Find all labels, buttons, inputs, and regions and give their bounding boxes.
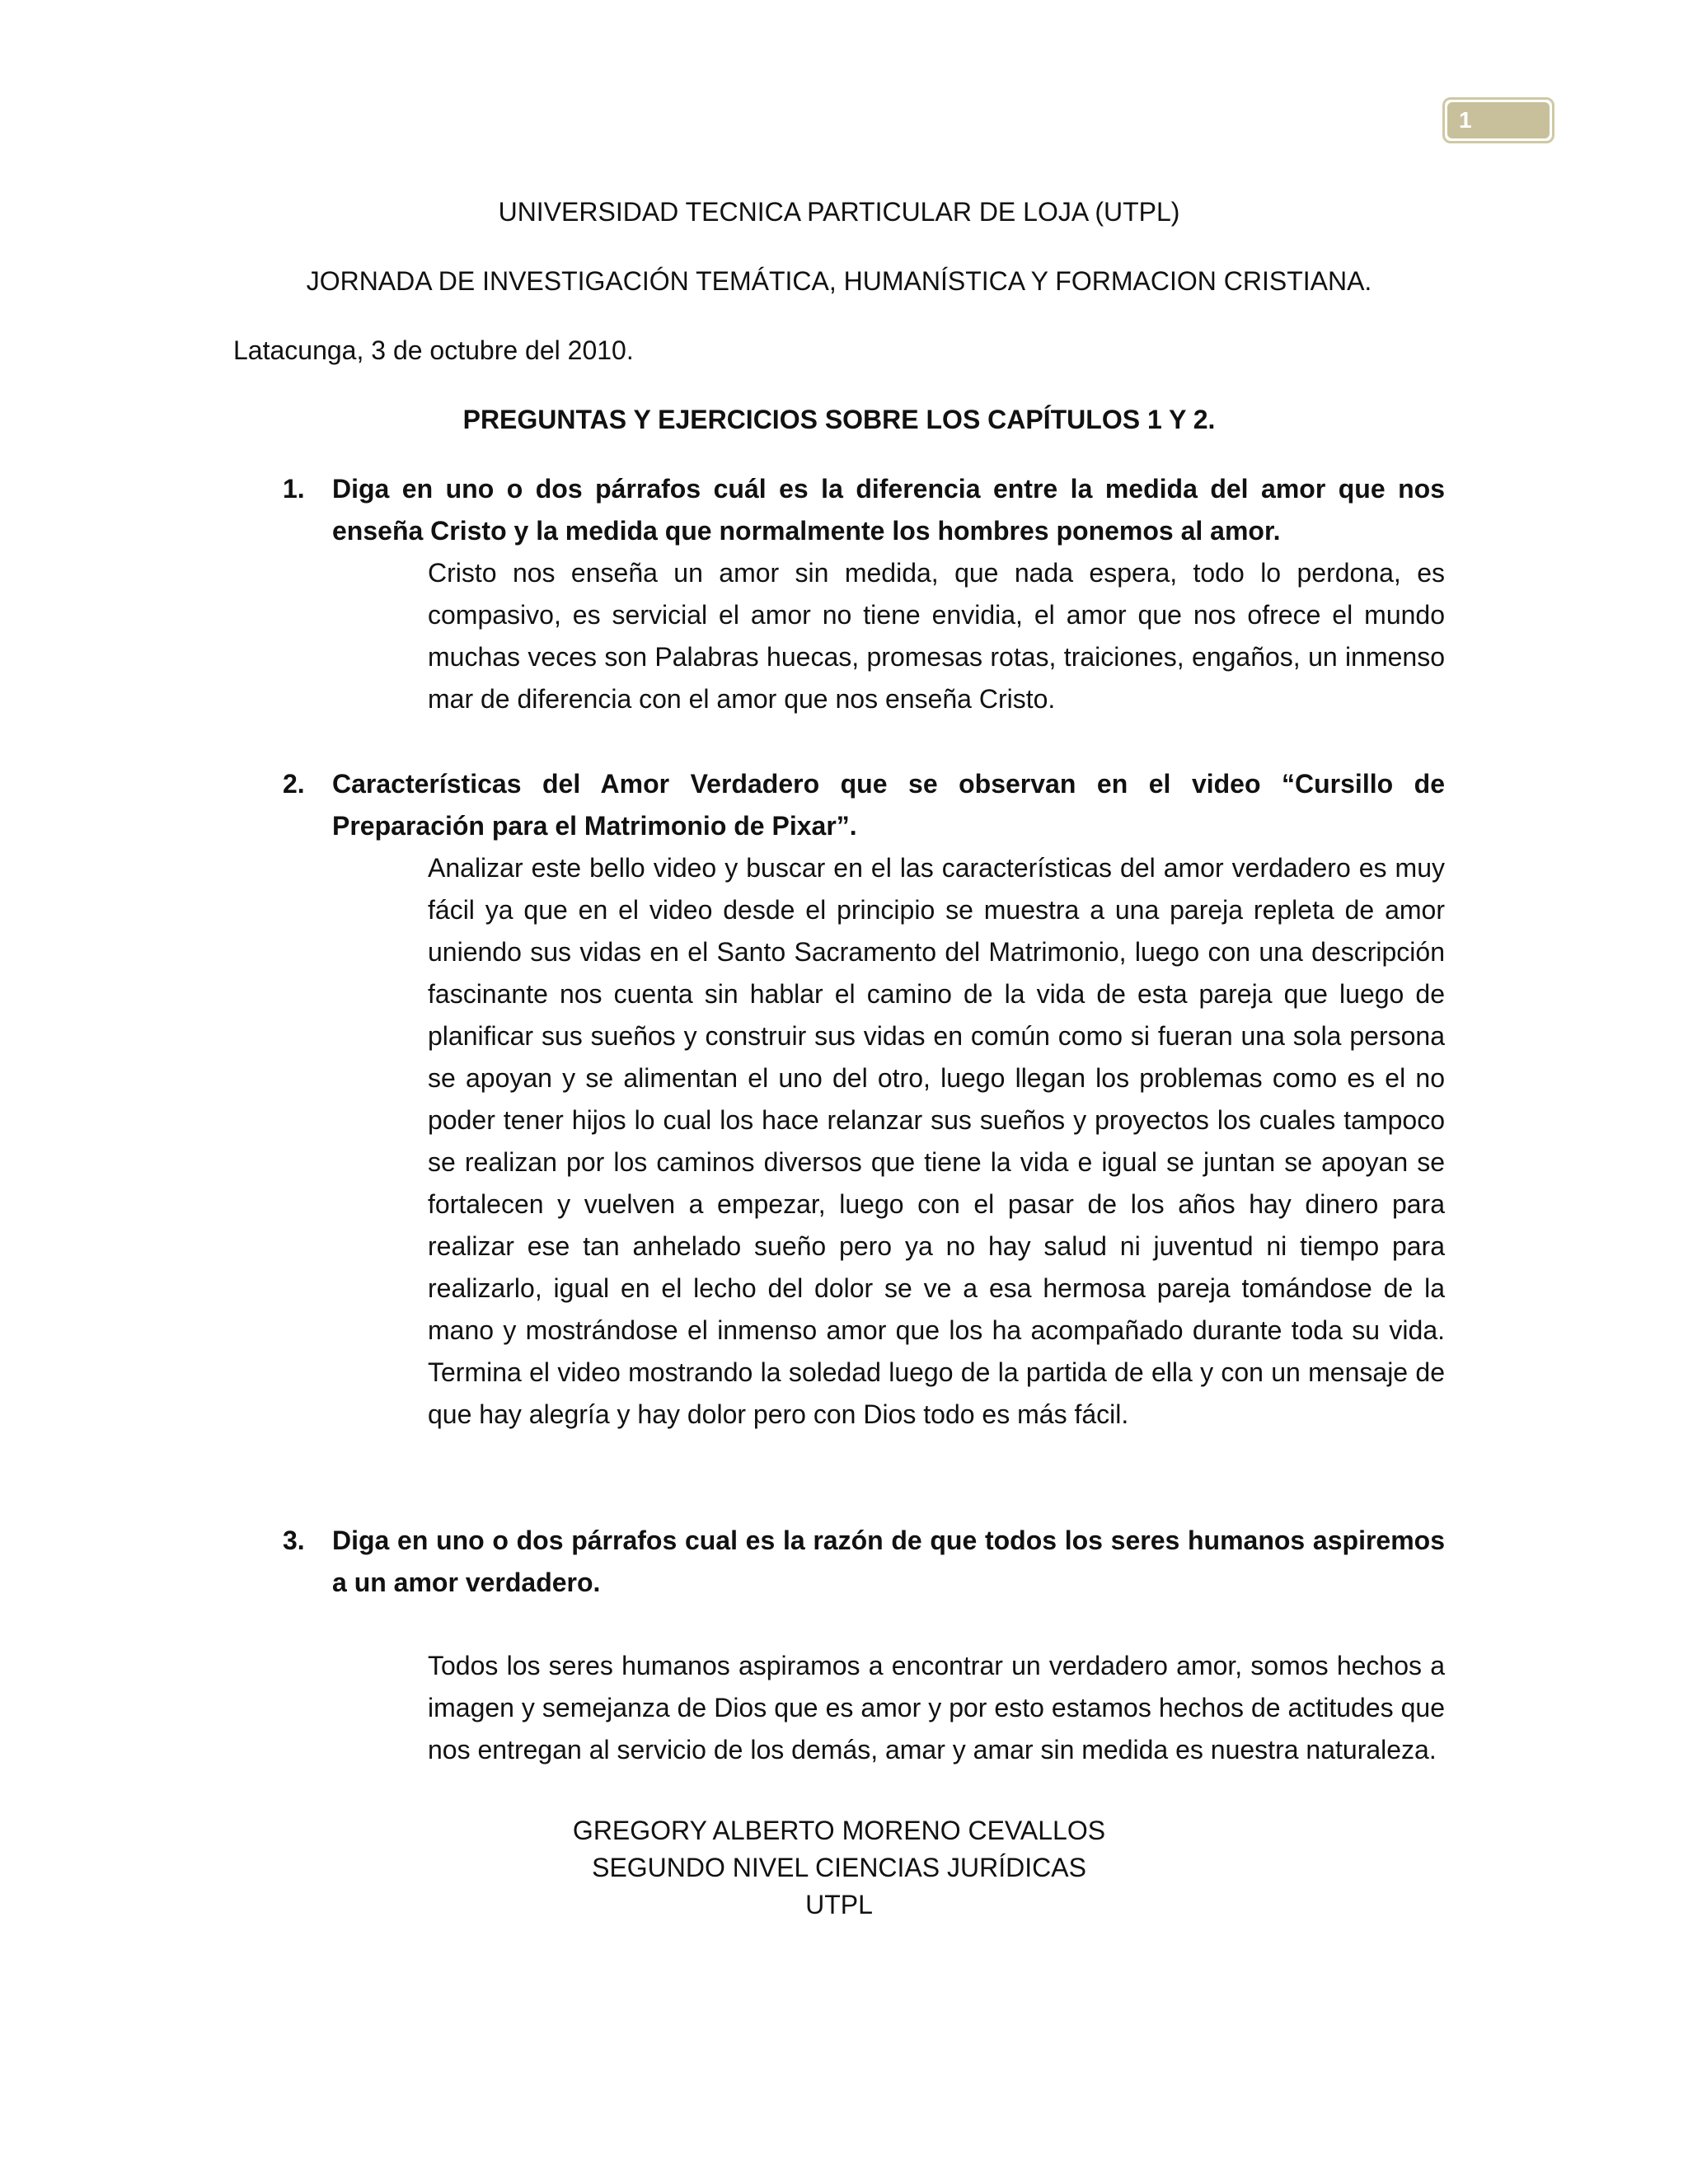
question-text: Diga en uno o dos párrafos cual es la razón de que todos los seres humanos aspiremos a un amor verdadero. bbox=[332, 1526, 1445, 1597]
document-date: Latacunga, 3 de octubre del 2010. bbox=[233, 335, 634, 365]
page-number-badge bbox=[1442, 97, 1554, 143]
author-name: GREGORY ALBERTO MORENO CEVALLOS bbox=[572, 1816, 1106, 1845]
author-institution: UTPL bbox=[805, 1890, 873, 1919]
question-number: 3. bbox=[283, 1526, 305, 1555]
question-3 bbox=[283, 1520, 1445, 1604]
question-text: Diga en uno o dos párrafos cuál es la diferencia entre la medida del amor que nos enseña Cristo y la medida que normalmente los hombres ponemos al amor. bbox=[332, 474, 1445, 546]
question-text: Características del Amor Verdadero que se observan en el video “Cursillo de Preparación para el Matrimonio de Pixar”. bbox=[332, 769, 1445, 841]
university-title: UNIVERSIDAD TECNICA PARTICULAR DE LOJA (UTPL) bbox=[498, 197, 1180, 227]
question-number: 2. bbox=[283, 769, 305, 799]
question-1 bbox=[283, 468, 1445, 552]
question-2 bbox=[283, 763, 1445, 847]
answer-1: Cristo nos enseña un amor sin medida, que nada espera, todo lo perdona, es compasivo, es servicial el amor no tiene envidia, el amor que nos ofrece el mundo muchas veces son Palabras huecas, promesas rotas, traiciones, engaños, un inmenso mar de diferencia con el amor que nos enseña Cristo. bbox=[428, 558, 1445, 714]
answer-3: Todos los seres humanos aspiramos a encontrar un verdadero amor, somos hechos a imagen y semejanza de Dios que es amor y por esto estamos hechos de actitudes que nos entregan al servicio de los demás, amar y amar sin medida es nuestra naturaleza. bbox=[428, 1651, 1445, 1765]
answer-2: Analizar este bello video y buscar en el las características del amor verdadero es muy fácil ya que en el video desde el principio se muestra a una pareja repleta de amor uniendo sus vidas en el Santo Sacramento del Matrimonio, luego con una descripción fascinante nos cuenta sin hablar el camino de la vida de esta pareja que luego de planificar sus sueños y construir sus vidas en común como si fueran una sola persona se apoyan y se alimentan el uno del otro, luego llegan los problemas como es el no poder tener hijos lo cual los hace relanzar sus sueños y proyectos los cuales tampoco se realizan por los caminos diversos que tiene la vida e igual se juntan se apoyan se fortalecen y vuelven a empezar, luego con el pasar de los años hay dinero para realizar ese tan anhelado sueño pero ya no hay salud ni juventud ni tiempo para realizarlo, igual en el lecho del dolor se ve a esa hermosa pareja tomándose de la mano y mostrándose el inmenso amor que los ha acompañado durante toda su vida. Termina el video mostrando la soledad luego de la partida de ella y con un mensaje de que hay alegría y hay dolor pero con Dios todo es más fácil. bbox=[428, 853, 1445, 1429]
page-number: 1 bbox=[1447, 102, 1550, 138]
event-title: JORNADA DE INVESTIGACIÓN TEMÁTICA, HUMANÍSTICA Y FORMACION CRISTIANA. bbox=[306, 266, 1372, 296]
section-title: PREGUNTAS Y EJERCICIOS SOBRE LOS CAPÍTULOS 1 Y 2. bbox=[462, 405, 1216, 434]
document-body bbox=[233, 191, 1445, 1924]
author-level: SEGUNDO NIVEL CIENCIAS JURÍDICAS bbox=[592, 1853, 1086, 1882]
question-number: 1. bbox=[283, 474, 305, 504]
signature-block bbox=[233, 1812, 1445, 1924]
